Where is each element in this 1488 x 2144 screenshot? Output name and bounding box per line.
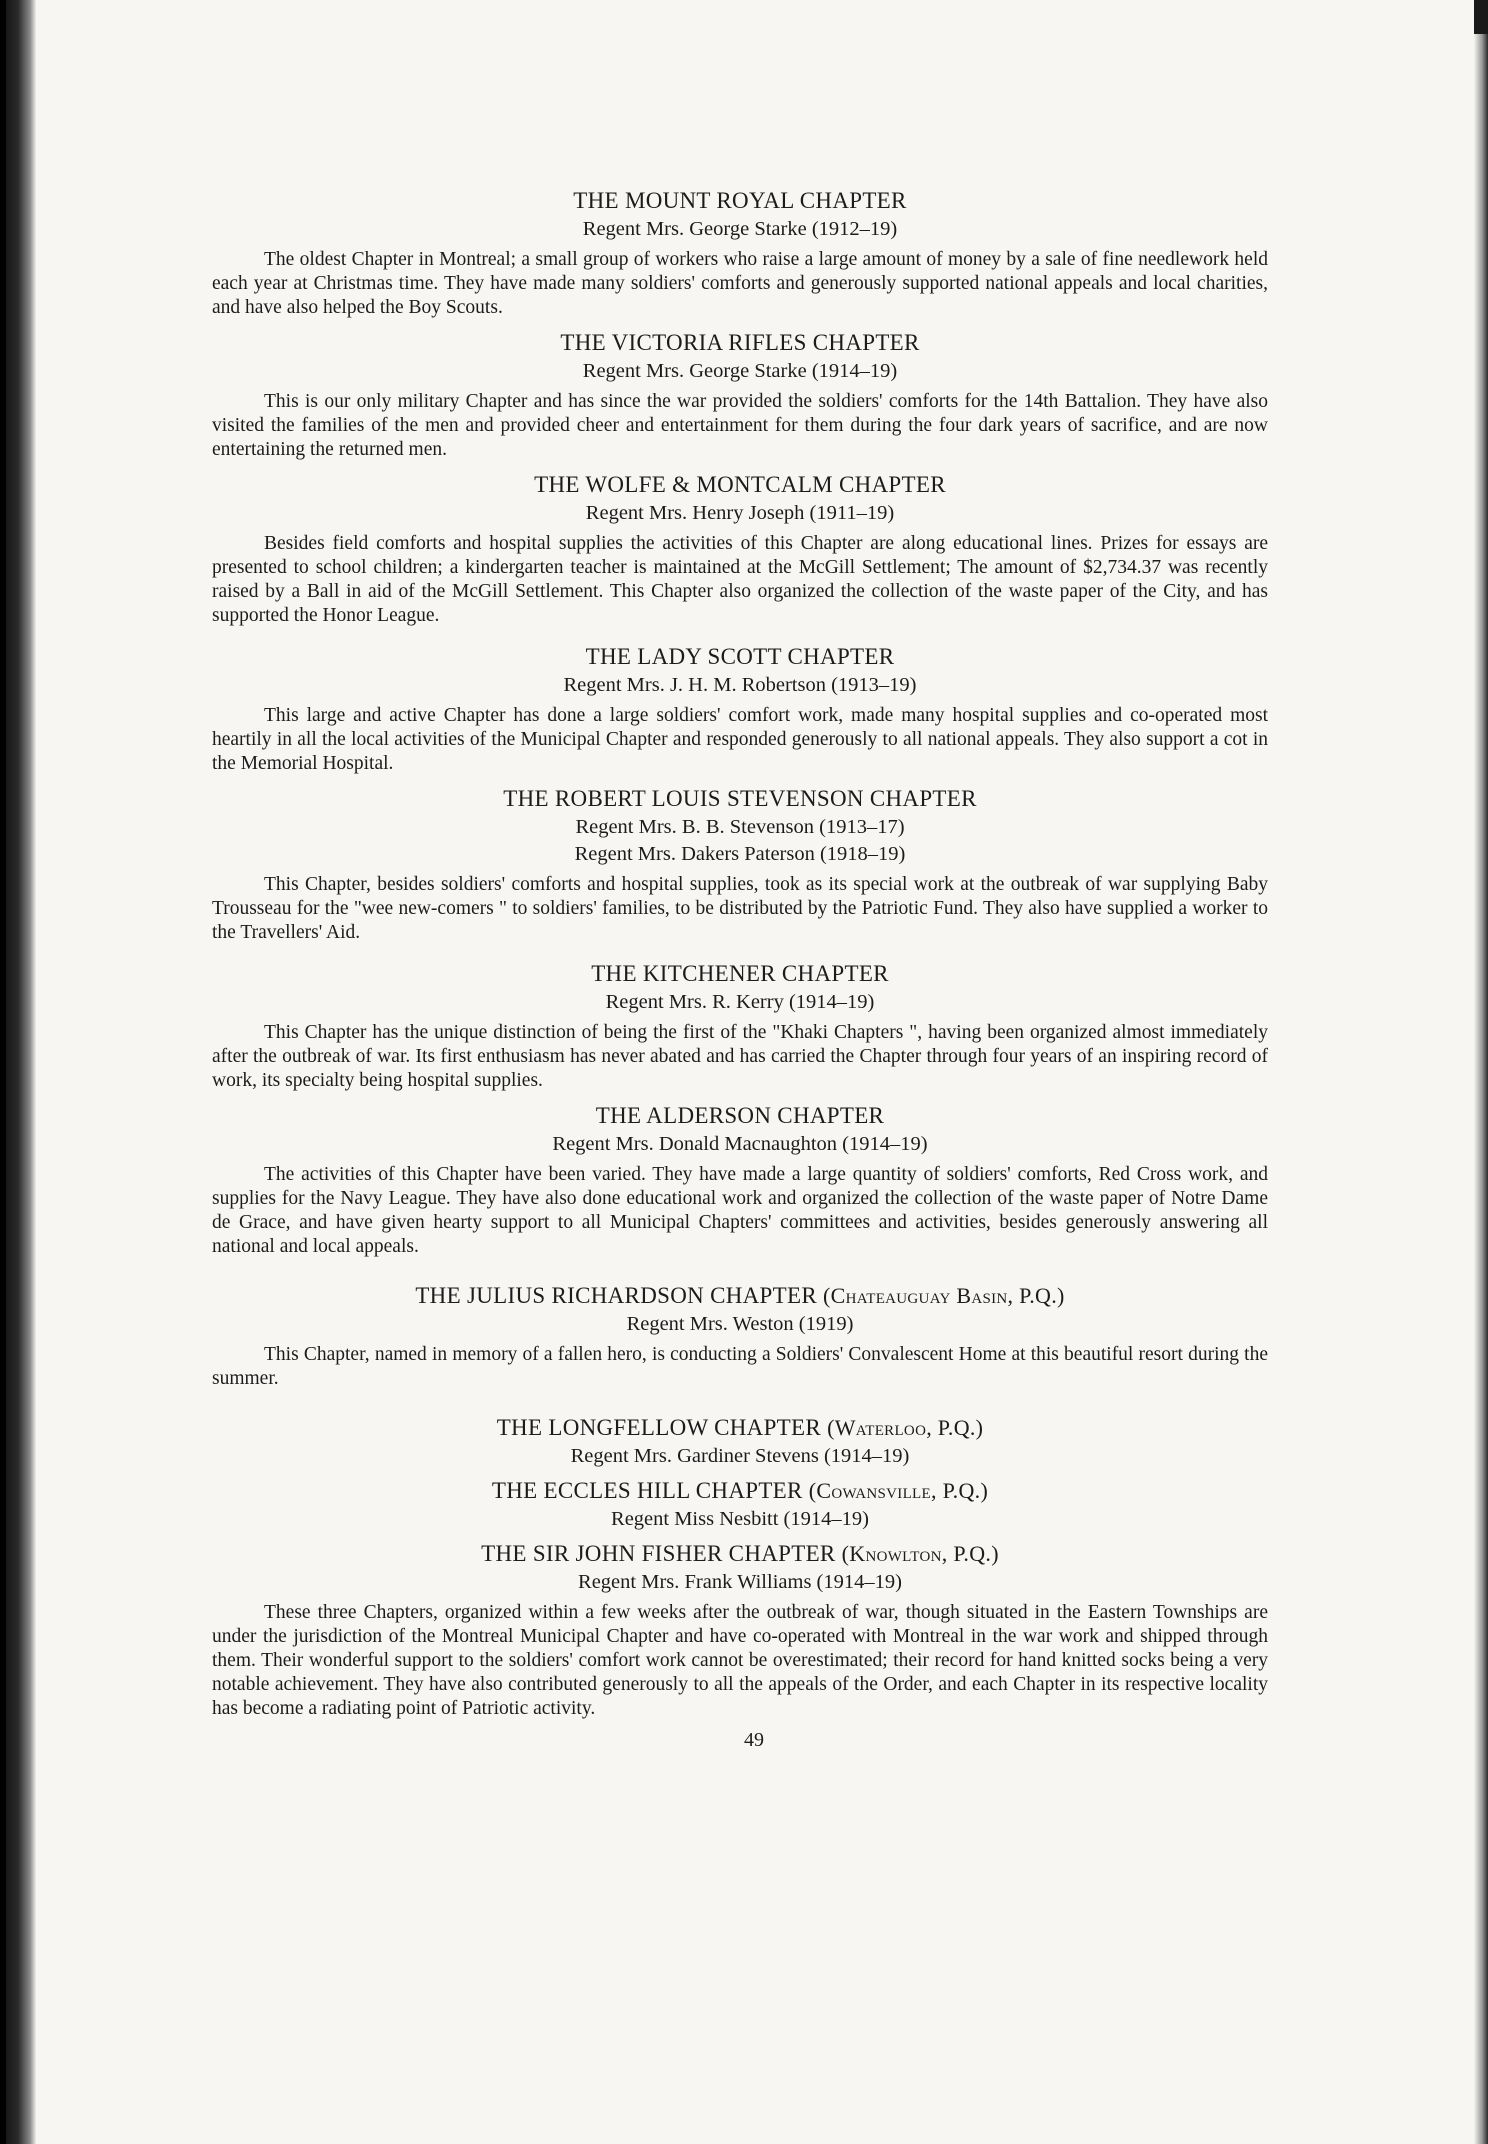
chapter-regent: Regent Mrs. Gardiner Stevens (1914–19)	[570, 1445, 910, 1467]
chapter-section	[212, 470, 1268, 628]
chapter-regent: Regent Mrs. Frank Williams (1914–19)	[578, 1571, 902, 1593]
chapter-title: THE WOLFE & MONTCALM CHAPTER	[534, 472, 946, 497]
chapter-title: THE ROBERT LOUIS STEVENSON CHAPTER	[503, 786, 977, 811]
chapter-description: These three Chapters, organized within a few weeks after the outbreak of war, though situated in the Eastern Townships are under the jurisdiction of the Montreal Municipal Chapter and have co-operated with Montreal in the war work and shipped through them. Their wonderful support to the soldiers' comfort work cannot be overestimated; their record for hand knitted socks being a very notable achievement. They have also contributed generously to all the appeals of the Order, and each Chapter in its respective locality has become a radiating point of Patriotic activity.	[212, 1602, 1268, 1719]
chapter-location: (Chateauguay Basin, P.Q.)	[823, 1283, 1065, 1308]
page-content	[212, 186, 1268, 1752]
chapter-title: THE JULIUS RICHARDSON CHAPTER	[415, 1283, 817, 1308]
scan-right-edge	[1474, 0, 1488, 2144]
chapter-title: THE ECCLES HILL CHAPTER	[491, 1478, 803, 1503]
chapter-title: THE KITCHENER CHAPTER	[591, 961, 889, 986]
scan-binding-shadow	[0, 0, 36, 2144]
chapter-description: This Chapter has the unique distinction of being the first of the "Khaki Chapters ", having been organized almost immediately after the outbreak of war. Its first enthusiasm has never abated and has carried the Chapter through four years of an inspiring record of work, its specialty being hospital supplies.	[212, 1022, 1268, 1091]
chapter-regent: Regent Mrs. George Starke (1912–19)	[582, 218, 898, 240]
chapter-section	[212, 784, 1268, 945]
chapter-section	[212, 642, 1268, 776]
chapter-title: THE ALDERSON CHAPTER	[595, 1103, 885, 1128]
chapter-section	[212, 186, 1268, 320]
chapter-regent: Regent Mrs. R. Kerry (1914–19)	[605, 991, 875, 1013]
chapter-regent: Regent Mrs. B. B. Stevenson (1913–17)	[575, 816, 905, 838]
chapter-regent: Regent Miss Nesbitt (1914–19)	[611, 1508, 869, 1530]
chapter-description: This Chapter, besides soldiers' comforts and hospital supplies, took as its special work at the outbreak of war supplying Baby Trousseau for the "wee new-comers " to soldiers' families, to be distributed by the Patriotic Fund. They also have supplied a worker to the Travellers' Aid.	[212, 874, 1268, 943]
chapter-description: The oldest Chapter in Montreal; a small group of workers who raise a large amount of money by a sale of fine needlework held each year at Christmas time. They have made many soldiers' comforts and generously supported national appeals and local charities, and have also helped the Boy Scouts.	[212, 249, 1268, 318]
page-number: 49	[744, 1729, 764, 1751]
chapter-section	[212, 328, 1268, 462]
chapter-title: THE VICTORIA RIFLES CHAPTER	[560, 330, 920, 355]
chapter-regent: Regent Mrs. George Starke (1914–19)	[582, 360, 898, 382]
chapter-description: This Chapter, named in memory of a fallen hero, is conducting a Soldiers' Convalescent Home at this beautiful resort during the summer.	[212, 1344, 1268, 1389]
chapter-description: The activities of this Chapter have been varied. They have made a large quantity of soldiers' comforts, Red Cross work, and supplies for the Navy League. They have also done educational work and organized the collection of the waste paper of Notre Dame de Grace, and have given hearty support to all Municipal Chapters' committees and activities, besides generously answering all national and local appeals.	[212, 1164, 1268, 1257]
chapter-description: Besides field comforts and hospital supplies the activities of this Chapter are along educational lines. Prizes for essays are presented to school children; a kindergarten teacher is maintained at the McGill Settlement; The amount of $2,734.37 was recently raised by a Ball in aid of the McGill Settlement. This Chapter also organized the collection of the waste paper of the City, and has supported the Honor League.	[212, 533, 1268, 626]
chapter-title-line	[212, 1476, 1268, 1506]
chapter-section	[212, 1281, 1268, 1391]
chapter-section	[212, 1539, 1268, 1721]
chapter-title-line	[212, 1413, 1268, 1443]
chapter-description: This large and active Chapter has done a large soldiers' comfort work, made many hospital supplies and co-operated most heartily in all the local activities of the Municipal Chapter and responded generously to all national appeals. They also support a cot in the Memorial Hospital.	[212, 705, 1268, 774]
chapter-section	[212, 1101, 1268, 1259]
chapter-regent: Regent Mrs. Weston (1919)	[626, 1313, 854, 1335]
chapter-section	[212, 1476, 1268, 1533]
chapter-location: (Cowansville, P.Q.)	[808, 1478, 989, 1503]
chapter-title-line	[212, 1281, 1268, 1311]
chapter-title: THE LADY SCOTT CHAPTER	[585, 644, 895, 669]
chapter-regent: Regent Mrs. Henry Joseph (1911–19)	[585, 502, 895, 524]
chapter-description: This is our only military Chapter and has since the war provided the soldiers' comforts for the 14th Battalion. They have also visited the families of the men and provided cheer and entertainment for them during the four dark years of sacrifice, and are now entertaining the returned men.	[212, 391, 1268, 460]
chapter-regent: Regent Mrs. Dakers Paterson (1918–19)	[574, 843, 906, 865]
chapter-title: THE MOUNT ROYAL CHAPTER	[573, 188, 907, 213]
chapter-location: (Knowlton, P.Q.)	[841, 1541, 999, 1566]
chapter-location: (Waterloo, P.Q.)	[827, 1415, 984, 1440]
chapter-title: THE SIR JOHN FISHER CHAPTER	[481, 1541, 836, 1566]
chapter-regent: Regent Mrs. J. H. M. Robertson (1913–19)	[563, 674, 917, 696]
chapter-regent: Regent Mrs. Donald Macnaughton (1914–19)	[552, 1133, 928, 1155]
scan-right-corner	[1474, 0, 1488, 34]
chapter-title: THE LONGFELLOW CHAPTER	[496, 1415, 822, 1440]
chapter-section	[212, 1413, 1268, 1470]
chapter-section	[212, 959, 1268, 1093]
chapter-title-line	[212, 1539, 1268, 1569]
